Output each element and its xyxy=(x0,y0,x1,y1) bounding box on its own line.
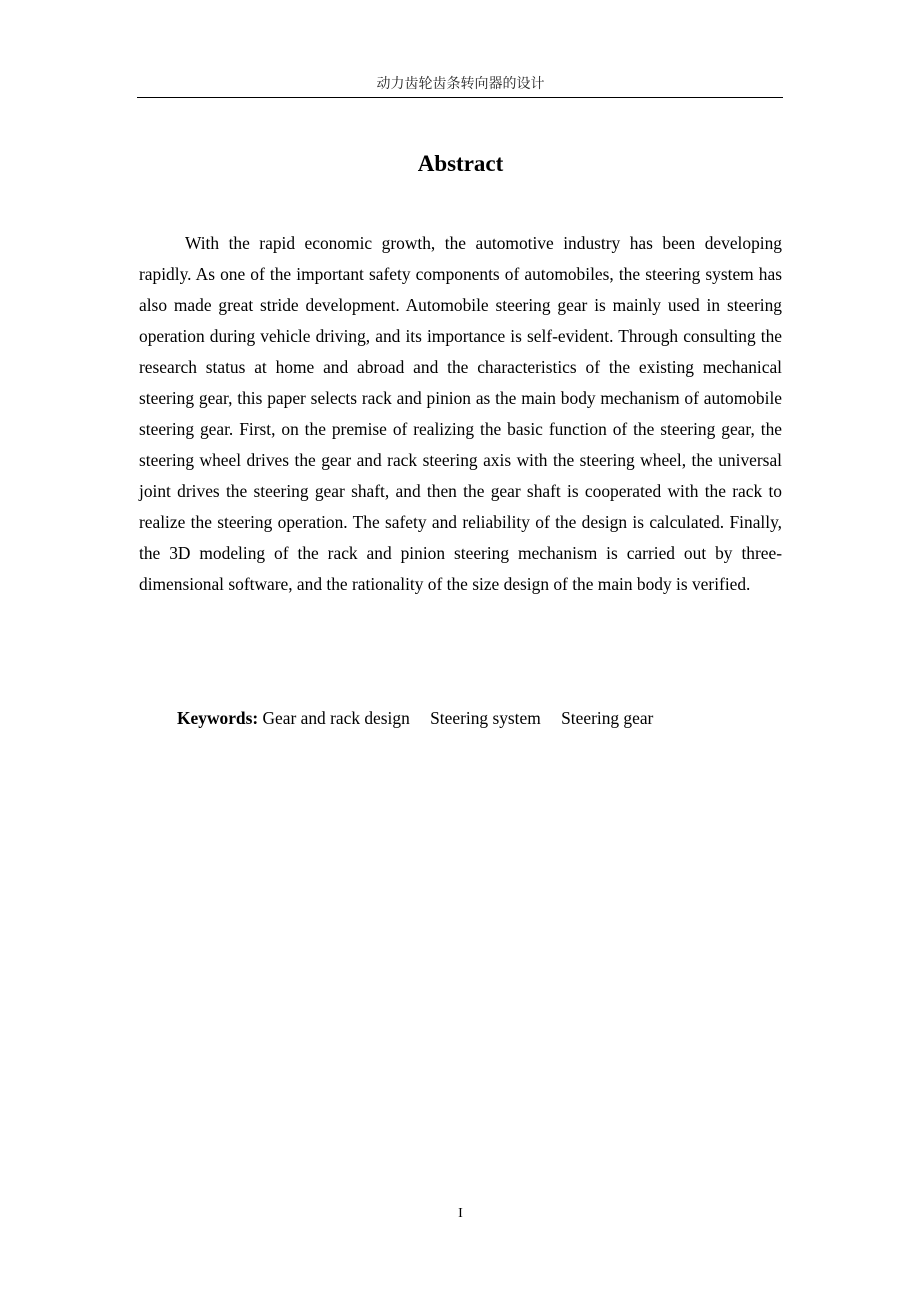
keyword-item: Steering system xyxy=(430,708,541,728)
keywords-label: Keywords: xyxy=(177,708,263,728)
keywords-line xyxy=(177,703,783,733)
page-number: I xyxy=(458,1206,463,1221)
running-header: 动力齿轮齿条转向器的设计 xyxy=(376,76,545,92)
page-title: Abstract xyxy=(417,151,504,176)
keyword-item: Steering gear xyxy=(561,708,654,728)
abstract-paragraph: With the rapid economic growth, the automotive industry has been developing rapidly. As one of the important safety components of automobiles, the steering system has also made great stride development. Automobile steering gear is mainly used in steering operation during vehicle driving, and its importance is self-evident. Through consulting the research status at home and abroad and the characteristics of the existing mechanical steering gear, this paper selects rack and pinion as the main body mechanism of automobile steering gear. First, on the premise of realizing the basic function of the steering gear, the steering wheel drives the gear and rack steering axis with the steering wheel, the universal joint drives the steering gear shaft, and then the gear shaft is cooperated with the rack to realize the steering operation. The safety and reliability of the design is calculated. Finally, the 3D modeling of the rack and pinion steering mechanism is carried out by three-dimensional software, and the rationality of the size design of the main body is verified. xyxy=(139,233,782,594)
keyword-item: Gear and rack design xyxy=(262,708,410,728)
header-divider xyxy=(137,97,783,98)
